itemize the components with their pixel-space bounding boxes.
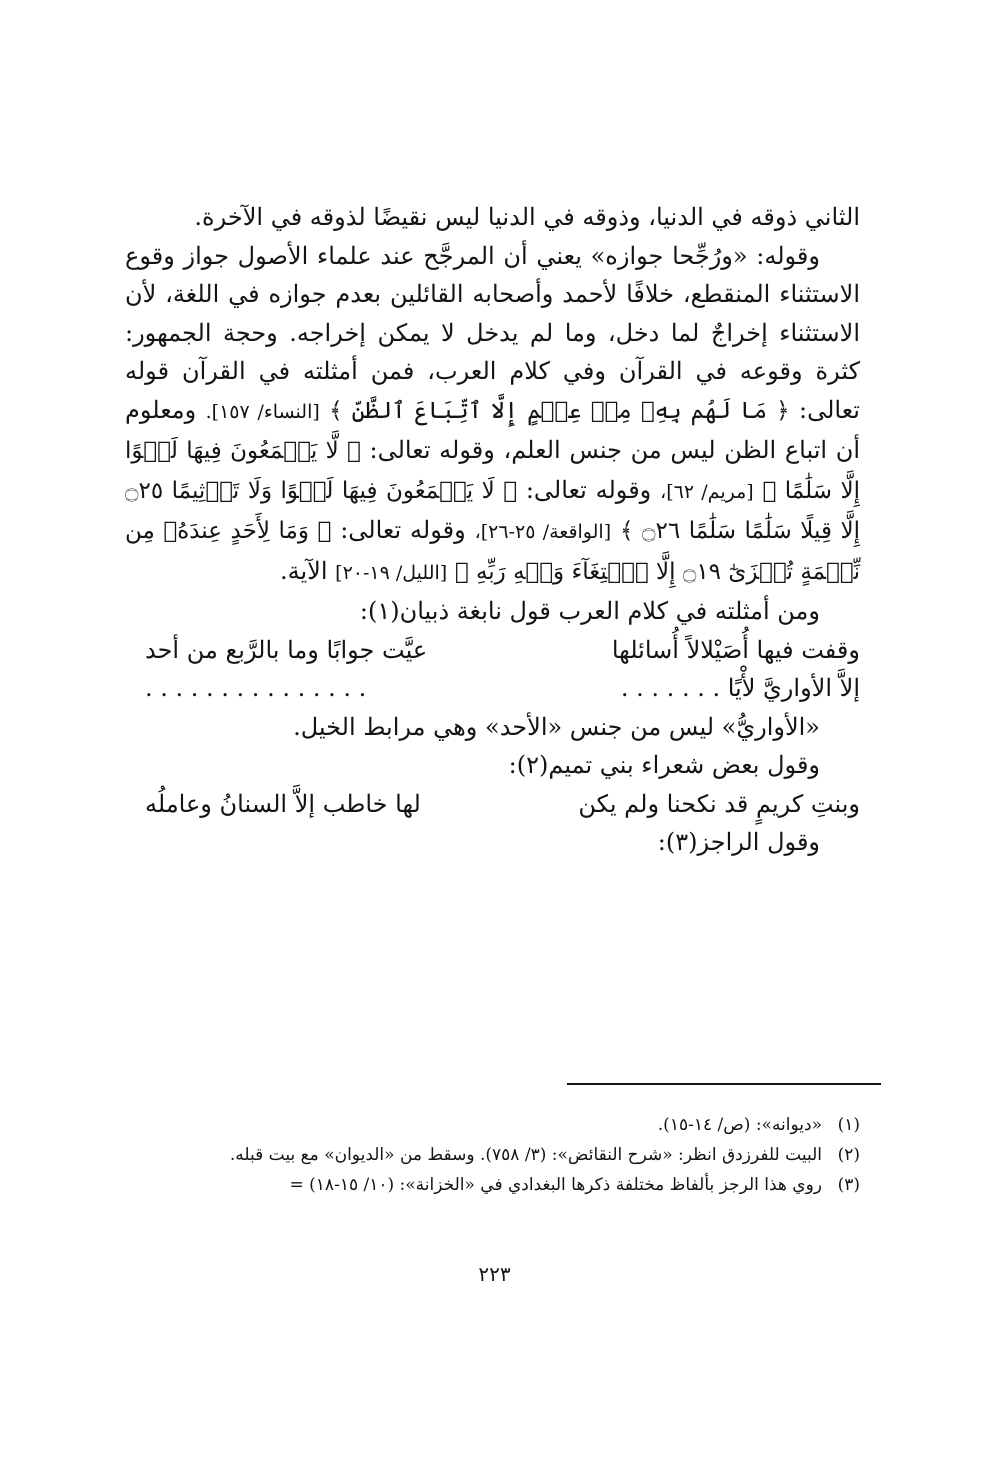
body-line: «الأواريُّ» ليس من جنس «الأحد» وهي مرابط الخيل. (293, 712, 820, 741)
poem-verse (125, 631, 860, 670)
quran-quote: ﴿ وَمَا لِأَحَدٍ عِندَهُۥ مِن نِّعۡمَةٍ تُجۡزَىٰٓ ۝١٩ إِلَّا ٱبۡتِغَآءَ وَجۡهِ رَبِّهِ ﴾ (125, 518, 860, 585)
footnote-text: «ديوانه»: (ص/ ١٤-١٥). (657, 1115, 822, 1135)
quran-reference: [مريم/ ٦٢]، (660, 480, 754, 503)
poem-verse (125, 669, 860, 708)
footnote-text: البيت للفرزدق انظر: «شرح النقائض»: (٣/ ٧٥٨). وسقط من «الديوان» مع بيت قبله. (229, 1145, 822, 1165)
footnotes (105, 1110, 860, 1200)
footnote (105, 1110, 860, 1140)
body-text-run: الآية. (279, 556, 328, 585)
verse-second-hemistich: لها خاطب إلاَّ السنانُ وعاملُه (145, 789, 421, 818)
body-text-run: وقوله تعالى: (340, 516, 466, 544)
main-text (125, 198, 860, 862)
body-line: ومن أمثلته في كلام العرب قول نابغة ذبيان(١): (359, 597, 820, 625)
body-paragraph (125, 237, 860, 593)
quran-reference: [الواقعة/ ٢٥-٢٦]، (474, 521, 612, 543)
verse-second-hemistich: عيَّت جوابًا وما بالرَّبع من أحد (145, 635, 428, 664)
verse-first-hemistich: وقفت فيها أُصَيْلالاً أُسائلها (611, 635, 860, 664)
verse-first-hemistich: وبنتِ كريمٍ قد نكحنا ولم يكن (578, 789, 860, 818)
footnote (105, 1170, 860, 1200)
footnote-number: (٢) (837, 1145, 860, 1165)
body-line: وقول الراجز(٣): (657, 828, 820, 856)
quran-quote: ﴿ مَا لَهُم بِهِۦ مِنۡ عِلۡمٍ إِلَّا ٱتِّبَاعَ ٱلظَّنِّ ﴾ (329, 397, 790, 424)
body-line: وقول بعض شعراء بني تميم(٢): (508, 751, 820, 779)
body-text-run: ومعلوم أن اتباع الظن ليس من جنس العلم، وقوله تعالى: (125, 395, 860, 464)
body-text-run: وقوله: «ورُجِّحا جوازه» يعني أن المرجَّح عند علماء الأصول جواز وقوع الاستثناء المنقطع، خلافًا لأحمد وأصحابه القائلين بعدم جوازه في اللغة، لأن الاستثناء إخراجٌ لما دخل، وما لم يدخل لا يمكن إخراجه. وحجة الجمهور: كثرة وقوعه في القرآن وفي كلام العرب، فمن أمثلته في القرآن قوله تعالى: (125, 241, 861, 424)
footnote-text: روي هذا الرجز بألفاظ مختلفة ذكرها البغدادي في «الخزانة»: (١٠/ ١٥-١٨) = (289, 1175, 822, 1195)
footnote-number: (١) (837, 1115, 860, 1135)
quran-quote: ﴿ لَا يَسۡمَعُونَ فِيهَا لَغۡوًا وَلَا تَأۡثِيمًا ۝٢٥ إِلَّا قِيلًا سَلَٰمًا سَلَٰمًا ۝٢٦ ﴾ (125, 477, 861, 544)
poem-verse (125, 785, 860, 824)
verse-first-hemistich: إلاَّ الأواريَّ لأْيًا . . . . . . . (620, 674, 860, 702)
quran-reference: [الليل/ ١٩-٢٠] (335, 561, 448, 584)
footnote-separator (567, 1083, 881, 1085)
quran-quote: ﴿ لَّا يَسۡمَعُونَ فِيهَا لَغۡوًا إِلَّا سَلَٰمًا ﴾ (125, 438, 860, 504)
verse-second-hemistich: . . . . . . . . . . . . . . . (145, 674, 367, 702)
page-number: ٢٢٣ (478, 1262, 511, 1286)
body-text-run: وقوله تعالى: (525, 475, 652, 504)
footnote-number: (٣) (837, 1175, 860, 1195)
footnote (105, 1140, 860, 1170)
quran-reference: [النساء/ ١٥٧]. (205, 400, 320, 423)
body-line: الثاني ذوقه في الدنيا، وذوقه في الدنيا ليس نقيضًا لذوقه في الآخرة. (194, 203, 860, 231)
